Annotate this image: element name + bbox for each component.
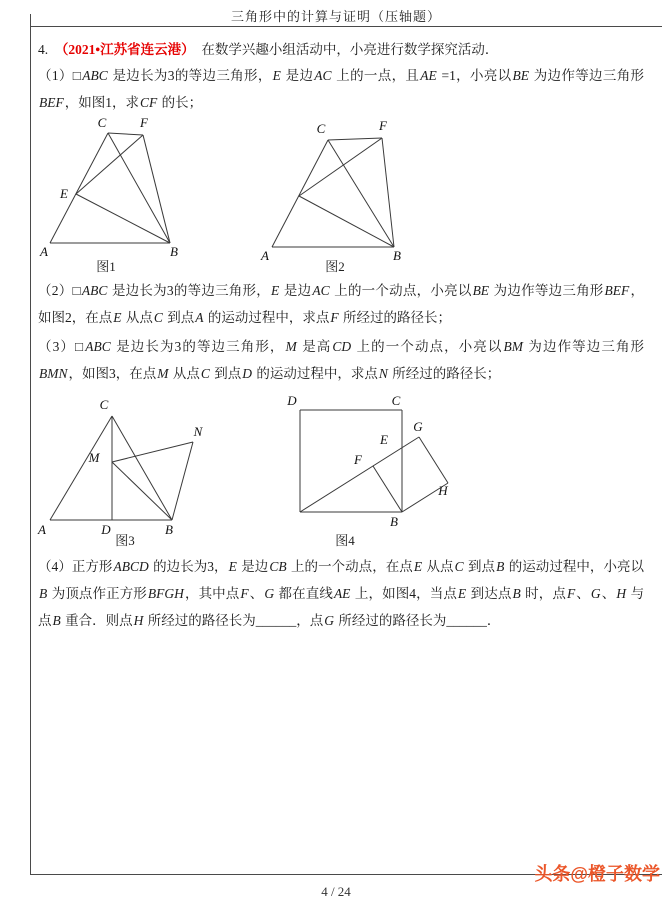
math-variable: E: [272, 68, 281, 83]
text-run: 上的一个动点，小亮以: [330, 283, 472, 298]
text-run: 为边作等边三角形: [530, 68, 645, 83]
fig3-edge-NB: [172, 442, 193, 520]
math-variable: BEF: [39, 95, 64, 110]
math-variable: C: [200, 366, 210, 381]
math-variable: CF: [140, 95, 158, 110]
watermark: 头条@橙子数学: [534, 864, 660, 884]
figure-3: [36, 394, 211, 540]
left-margin-rule: [30, 14, 31, 874]
text-run: 与点: [38, 586, 645, 628]
text-run: 为边作等边三角形: [490, 283, 604, 298]
fig2-edge-AC: [272, 140, 328, 247]
math-variable: BMN: [39, 366, 68, 381]
math-variable: CD: [332, 339, 352, 354]
page-title: 三角形中的计算与证明（压轴题）: [230, 9, 441, 24]
text-run: （1）□: [38, 68, 82, 83]
text-run: 所经过的路径长；: [388, 366, 501, 381]
figure-1: [36, 112, 201, 262]
fig3-label-C: C: [99, 397, 109, 412]
math-variable: G: [264, 586, 275, 601]
math-variable: BM: [503, 339, 523, 354]
part-4-text: [38, 553, 644, 634]
text-run: 为顶点作正方形: [48, 586, 147, 601]
math-variable: B: [39, 586, 48, 601]
math-variable: E: [457, 586, 467, 601]
fig1-label-C: C: [97, 115, 107, 130]
fig4-label-G: G: [413, 419, 423, 434]
math-variable: G: [590, 586, 601, 601]
fig4-label-B: B: [390, 514, 398, 529]
fig3-edge-CB: [112, 416, 172, 520]
fig1-label-B: B: [170, 244, 178, 259]
fig3-label-D: D: [101, 522, 111, 537]
fig1-edge-CF: [108, 133, 143, 135]
fig1-label-E: E: [60, 186, 68, 201]
part-3-text: [38, 333, 644, 387]
text-run: 到点: [464, 559, 496, 574]
text-run: 从点: [122, 310, 153, 325]
text-run: 从点: [423, 559, 454, 574]
fig4-edge-GH: [419, 437, 448, 483]
text-run: 所经过的路径长；: [339, 310, 452, 325]
text-run: ，如图3，在点: [68, 366, 157, 381]
top-rule: [30, 26, 662, 27]
math-variable: B: [496, 559, 505, 574]
fig3-label-M: M: [88, 450, 100, 465]
fig2-label-A: A: [261, 248, 269, 263]
text-run: 所经过的路径长为______，点: [144, 613, 324, 628]
text-run: 重合．则点: [61, 613, 133, 628]
text-run: 的运动过程中，小亮以: [505, 559, 645, 574]
fig2-label-F: F: [379, 118, 387, 133]
math-variable: CB: [269, 559, 287, 574]
fig4-line-AEG: [300, 437, 419, 512]
math-variable: H: [616, 586, 627, 601]
figure-2: [255, 114, 415, 262]
fig3-label-A: A: [38, 522, 46, 537]
text-run: （4）正方形: [38, 559, 113, 574]
fig3-label-N: N: [193, 424, 203, 439]
math-variable: E: [113, 310, 122, 325]
text-run: 所经过的路径长为______．: [335, 613, 501, 628]
math-variable: BE: [512, 68, 529, 83]
fig4-edge-BF: [373, 466, 402, 512]
text-run: 、: [601, 586, 616, 601]
figure-3-caption: 图3: [115, 533, 135, 548]
math-variable: B: [52, 613, 61, 628]
math-variable: E: [271, 283, 280, 298]
text-run: 到点: [163, 310, 195, 325]
text-run: ，如图2，在点: [38, 283, 645, 325]
text-run: 都在直线: [275, 586, 333, 601]
math-variable: C: [153, 310, 163, 325]
figure-4: [280, 392, 465, 542]
math-variable: AC: [312, 283, 330, 298]
text-run: 的边长为3，: [149, 559, 228, 574]
text-run: 是边: [237, 559, 269, 574]
figure-4-caption: 图4: [335, 533, 355, 548]
problem-source-tag: （2021•江苏省连云港）: [61, 42, 188, 57]
text-run: 在数学兴趣小组活动中，小亮进行数学探究活动．: [187, 42, 499, 57]
math-variable: AE: [420, 68, 437, 83]
text-run: 的运动过程中，求点: [204, 310, 330, 325]
text-run: 为边作等边三角形: [523, 339, 645, 354]
math-variable: A: [195, 310, 204, 325]
math-variable: AC: [314, 68, 332, 83]
part-2-text: [38, 277, 644, 331]
fig4-label-C: C: [391, 393, 401, 408]
fig2-edge-EB: [299, 196, 394, 247]
fig3-edge-AC: [50, 416, 112, 520]
fig3-edge-MN: [112, 442, 193, 462]
page-number: 4 / 24: [321, 884, 351, 899]
text-run: 上的一个动点，小亮以: [352, 339, 503, 354]
text-run: 是边: [280, 283, 312, 298]
math-variable: M: [157, 366, 169, 381]
text-run: 上，如图4，当点: [351, 586, 457, 601]
fig4-label-H: H: [438, 483, 448, 498]
fig2-label-B: B: [393, 248, 401, 263]
fig1-edge-EF: [76, 135, 143, 194]
math-variable: F: [566, 586, 576, 601]
math-variable: G: [324, 613, 334, 628]
math-variable: E: [228, 559, 237, 574]
text-run: 从点: [169, 366, 200, 381]
math-variable: C: [454, 559, 464, 574]
math-variable: ABCD: [113, 559, 149, 574]
fig2-edge-CF: [328, 138, 382, 140]
math-variable: M: [285, 339, 297, 354]
text-run: 4.: [38, 42, 62, 57]
fig4-label-F: F: [354, 452, 362, 467]
text-run: 到点: [210, 366, 242, 381]
math-variable: ABC: [85, 339, 111, 354]
figure-1-caption: 图1: [96, 259, 116, 274]
fig3-label-B: B: [165, 522, 173, 537]
text-run: （2）□: [38, 283, 81, 298]
fig3-edge-BM: [112, 462, 172, 520]
math-variable: H: [133, 613, 144, 628]
part-1-text: [38, 62, 644, 116]
math-variable: F: [240, 586, 249, 601]
math-variable: BFGH: [147, 586, 184, 601]
fig2-edge-EF: [299, 138, 382, 196]
text-run: 上的一点，且: [332, 68, 420, 83]
math-variable: D: [242, 366, 253, 381]
text-run: =1，小亮以: [437, 68, 512, 83]
math-variable: ABC: [82, 68, 108, 83]
text-run: 是边长为3的等边三角形，: [111, 339, 285, 354]
text-run: 是边长为3的等边三角形，: [108, 283, 271, 298]
math-variable: BE: [472, 283, 490, 298]
math-variable: BEF: [604, 283, 630, 298]
figure-2-caption: 图2: [325, 259, 345, 274]
text-run: 是高: [297, 339, 332, 354]
fig2-label-C: C: [316, 121, 326, 136]
fig1-label-A: A: [40, 244, 48, 259]
text-run: 、: [576, 586, 590, 601]
text-run: 上的一个动点，在点: [287, 559, 413, 574]
text-run: ，如图1，求: [64, 95, 139, 110]
text-run: 时，点: [521, 586, 566, 601]
text-run: （3）□: [38, 339, 85, 354]
math-variable: E: [413, 559, 423, 574]
text-run: 、: [249, 586, 264, 601]
math-variable: N: [378, 366, 388, 381]
math-variable: F: [330, 310, 339, 325]
text-run: ，其中点: [184, 586, 240, 601]
text-run: 是边: [281, 68, 314, 83]
math-variable: ABC: [81, 283, 108, 298]
math-variable: AE: [333, 586, 351, 601]
math-variable: B: [512, 586, 521, 601]
text-run: 到达点: [467, 586, 512, 601]
problem-intro: [38, 36, 644, 63]
fig4-label-E: E: [380, 432, 388, 447]
fig1-label-F: F: [140, 115, 148, 130]
text-run: 的长；: [158, 95, 203, 110]
text-run: 的运动过程中，求点: [253, 366, 378, 381]
fig1-edge-AC: [50, 133, 108, 243]
fig1-edge-FB: [143, 135, 170, 243]
text-run: 是边长为3的等边三角形，: [108, 68, 272, 83]
fig4-label-D: D: [287, 393, 297, 408]
